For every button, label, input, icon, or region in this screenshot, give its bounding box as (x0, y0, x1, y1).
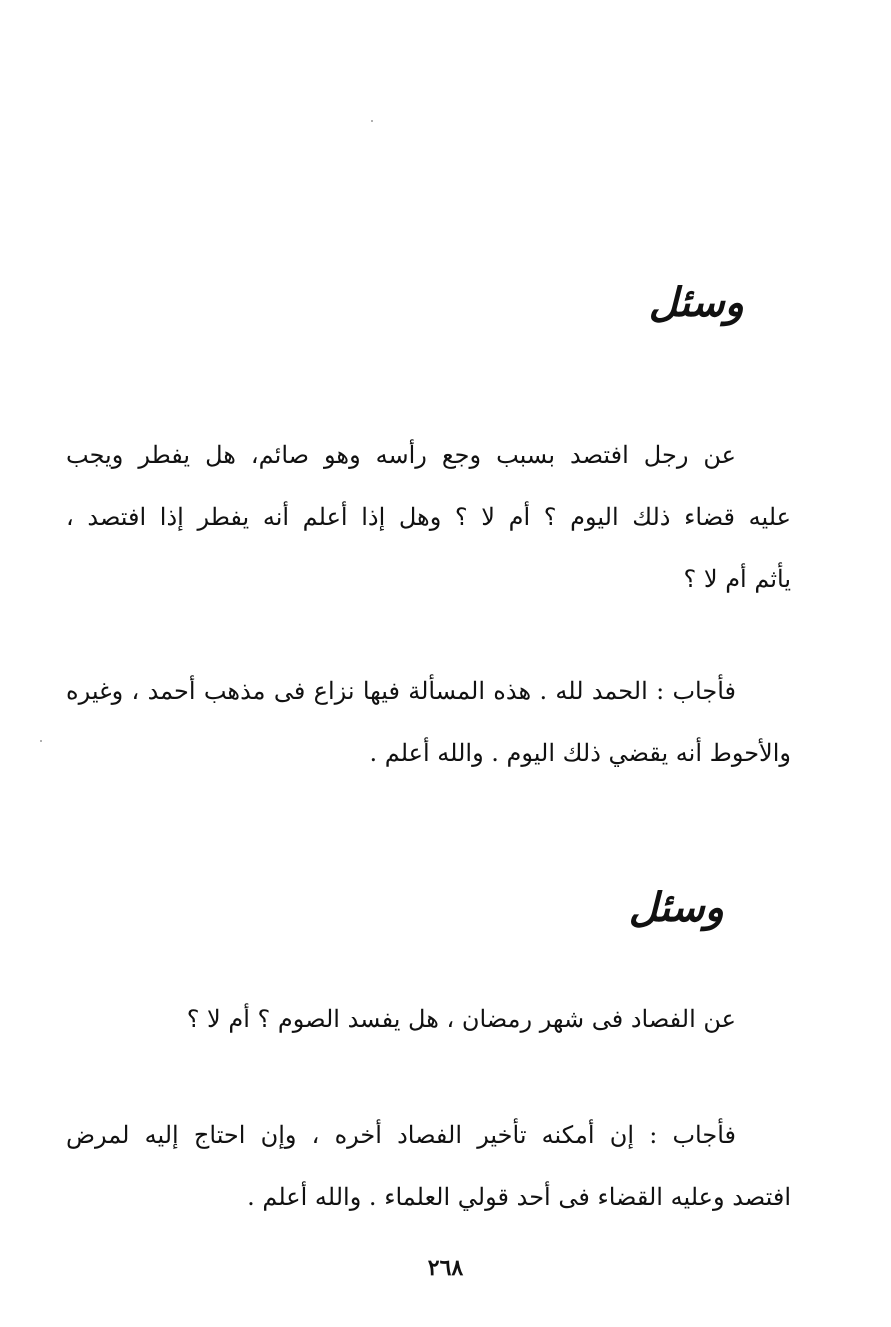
text-line: عن رجل افتصد بسبب وجع رأسه وهو صائم، هل يفطر ويجب (66, 441, 736, 469)
answer-paragraph (66, 1104, 791, 1228)
page-number: ٢٦٨ (427, 1255, 464, 1281)
print-speck (371, 120, 373, 122)
section-heading: وسئل (628, 884, 724, 931)
question-paragraph (66, 424, 791, 610)
text-line: فأجاب : إن أمكنه تأخير الفصاد أخره ، وإن احتاج إليه لمرض (66, 1121, 736, 1149)
text-line: فأجاب : الحمد لله . هذه المسألة فيها نزاع فى مذهب أحمد ، وغيره (66, 677, 736, 705)
text-line: والأحوط أنه يقضي ذلك اليوم . والله أعلم . (369, 739, 791, 767)
text-line: يأثم أم لا ؟ (683, 565, 791, 593)
text-line: عليه قضاء ذلك اليوم ؟ أم لا ؟ وهل إذا أعلم أنه يفطر إذا افتصد ، (66, 503, 791, 531)
print-speck (40, 740, 42, 742)
question-paragraph (66, 988, 791, 1050)
section-heading: وسئل (648, 279, 744, 326)
answer-paragraph (66, 660, 791, 784)
text-line: عن الفصاد فى شهر رمضان ، هل يفسد الصوم ؟ أم لا ؟ (186, 1005, 736, 1033)
text-line: افتصد وعليه القضاء فى أحد قولي العلماء . والله أعلم . (247, 1183, 791, 1211)
